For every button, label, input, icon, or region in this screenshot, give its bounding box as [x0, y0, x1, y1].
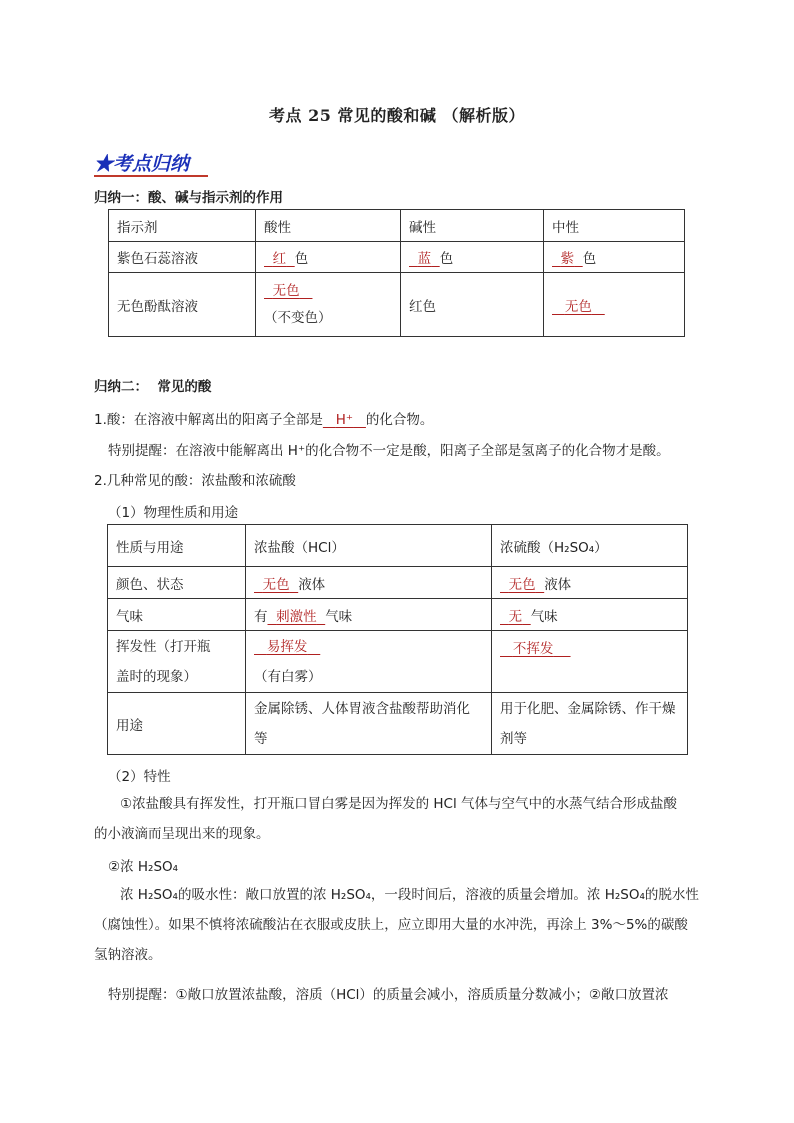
answer-blank: 无色	[564, 298, 592, 315]
table-cell	[544, 273, 685, 337]
paragraph-acid-definition: 1.酸：在溶液中解离出的阳离子全部是 H⁺ 的化合物。	[94, 412, 434, 428]
row-label: 紫色石蕊溶液	[109, 242, 256, 273]
section-banner: ★考点归纳	[94, 153, 190, 175]
table-cell: 无色 液体	[246, 567, 492, 599]
section1-heading: 归纳一：酸、碱与指示剂的作用	[94, 190, 283, 206]
paragraph-common-acids: 2.几种常见的酸：浓盐酸和浓硫酸	[94, 473, 296, 489]
answer-blank: 无	[508, 608, 523, 625]
answer-blank: 红	[272, 251, 287, 267]
table-header: 指示剂	[109, 210, 256, 242]
table-cell: 蓝 色	[401, 242, 544, 273]
row-label: 颜色、状态	[108, 567, 246, 599]
table-cell: 金属除锈、人体胃液含盐酸帮助消化 等	[246, 693, 492, 755]
table-cell: 红色	[401, 273, 544, 337]
row-label: 无色酚酞溶液	[109, 273, 256, 337]
table-header: 酸性	[256, 210, 401, 242]
paragraph-hcl-volatility: ①浓盐酸具有挥发性，打开瓶口冒白雾是因为挥发的 HCl 气体与空气中的水蒸气结合形成盐酸 的小液滴而呈现出来的现象。	[94, 796, 678, 842]
row-label: 用途	[108, 693, 246, 755]
table-cell: 紫 色	[544, 242, 685, 273]
subheading-properties: （2）特性	[108, 769, 171, 785]
answer-blank: H⁺	[335, 412, 354, 428]
paragraph-reminder: 特别提醒：在溶液中能解离出 H⁺的化合物不一定是酸，阳离子全部是氢离子的化合物才是酸。	[108, 443, 670, 459]
answer-blank: 不挥发	[512, 641, 554, 657]
paragraph-reminder-2: 特别提醒：①敞口放置浓盐酸，溶质（HCl）的质量会减小，溶质质量分数减小；②敞口放置浓	[108, 987, 669, 1003]
table-header: 浓盐酸（HCl）	[246, 525, 492, 567]
table-header: 性质与用途	[108, 525, 246, 567]
table-header: 浓硫酸（H₂SO₄）	[492, 525, 688, 567]
page-title: 考点 25 常见的酸和碱 （解析版）	[269, 106, 525, 125]
table-cell: 有 刺激性 气味	[246, 599, 492, 631]
table-cell: 无色 （不变色）	[256, 273, 401, 337]
row-label: 气味	[108, 599, 246, 631]
subheading-h2so4: ②浓 H₂SO₄	[108, 859, 179, 875]
table-cell: 红 色	[256, 242, 401, 273]
table-header: 碱性	[401, 210, 544, 242]
answer-blank: 紫	[560, 251, 575, 267]
table-cell	[492, 631, 688, 693]
subheading-physical-properties: （1）物理性质和用途	[108, 505, 239, 521]
acid-properties-table	[107, 524, 688, 755]
answer-blank: 易挥发	[266, 638, 308, 655]
paragraph-h2so4-properties: 浓 H₂SO₄的吸水性：敞口放置的浓 H₂SO₄，一段时间后，溶液的质量会增加。浓 H₂SO₄的脱水性 （腐蚀性）。如果不慎将浓硫酸沾在衣服或皮肤上，应立即用大量的水冲洗，再涂上 3%～5%的碳酸 氢钠溶液。	[94, 887, 699, 963]
answer-blank: 刺激性	[276, 608, 317, 625]
answer-blank: 无色	[262, 576, 290, 593]
table-cell: 易挥发 （有白雾）	[246, 631, 492, 693]
answer-blank: 无色	[508, 576, 536, 593]
table-cell: 无 气味	[492, 599, 688, 631]
indicator-table	[108, 209, 685, 337]
row-label: 挥发性（打开瓶 盖时的现象）	[108, 631, 246, 693]
section2-heading: 归纳二： 常见的酸	[94, 379, 212, 395]
table-header: 中性	[544, 210, 685, 242]
banner-underline	[94, 175, 208, 177]
table-cell: 用于化肥、金属除锈、作干燥 剂等	[492, 693, 688, 755]
table-cell: 无色 液体	[492, 567, 688, 599]
answer-blank: 无色	[272, 282, 300, 299]
answer-blank: 蓝	[417, 251, 432, 267]
